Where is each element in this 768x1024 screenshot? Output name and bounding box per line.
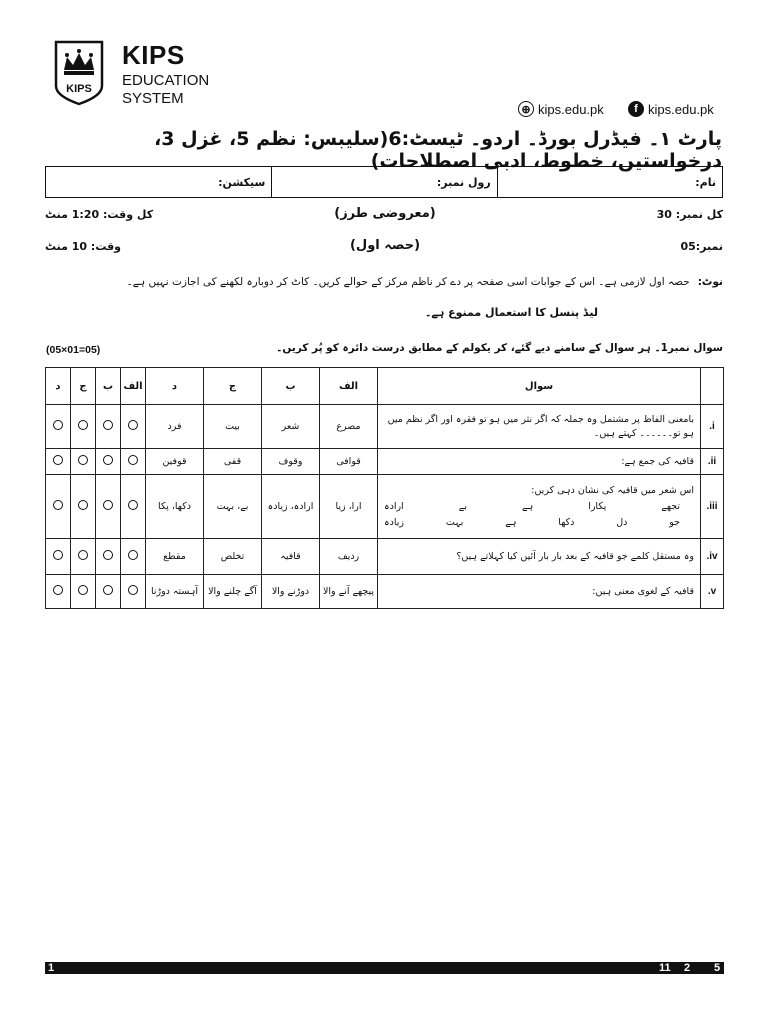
- verse-word: ہے: [522, 500, 534, 512]
- bubble-c[interactable]: [71, 449, 96, 475]
- option-d: فرد: [146, 405, 204, 449]
- pencil-note: لیڈ پنسل کا استعمال ممنوع ہے۔: [424, 306, 598, 319]
- note-label: نوٹ:: [697, 276, 723, 288]
- paper-type: (معروضی طرز): [334, 206, 436, 221]
- roll-number-field[interactable]: [271, 167, 496, 197]
- name-label: نام:: [695, 175, 716, 189]
- option-b: ارادہ، زیادہ: [262, 475, 320, 539]
- col-option-b: ب: [262, 368, 320, 405]
- bubble-c[interactable]: [71, 539, 96, 575]
- question-text: بامعنی الفاظ پر مشتمل وہ جملہ کہ اگر نثر میں ہو تو فقرہ اور اگر نظم میں ہو تو۔۔۔۔۔۔ کہتے ہیں۔: [378, 405, 701, 449]
- option-c: قفی: [204, 449, 262, 475]
- option-d: مقطع: [146, 539, 204, 575]
- verse-word: دکھا: [558, 516, 575, 528]
- bubble-a[interactable]: [121, 539, 146, 575]
- bubble-a[interactable]: [121, 405, 146, 449]
- col-bubble-b: ب: [96, 368, 121, 405]
- verse-word: تجھے: [661, 500, 680, 512]
- part-heading: (حصہ اول): [349, 238, 421, 253]
- option-c: تخلص: [204, 539, 262, 575]
- footer-code-3: 5: [714, 962, 721, 974]
- bubble-b[interactable]: [96, 475, 121, 539]
- question-instruction: سوال نمبر1۔ ہر سوال کے سامنے دیے گئے، کر یکولم کے مطابق درست دائرہ کو پُر کریں۔: [276, 342, 723, 354]
- col-option-c: ج: [204, 368, 262, 405]
- option-b: قافیہ: [262, 539, 320, 575]
- globe-icon: ⊕: [518, 101, 534, 117]
- option-a: مصرع: [320, 405, 378, 449]
- option-a: ارا، زیا: [320, 475, 378, 539]
- option-b: دوڑنے والا: [262, 575, 320, 609]
- table-row: [46, 405, 724, 449]
- col-number: [701, 368, 724, 405]
- bubble-d[interactable]: [46, 575, 71, 609]
- col-bubble-a: الف: [121, 368, 146, 405]
- question-text: اس شعر میں قافیہ کی نشان دہی کریں:: [531, 484, 694, 496]
- question-marks: (05×01=05): [46, 344, 101, 356]
- verse-word: پکارا: [588, 500, 607, 512]
- bubble-b[interactable]: [96, 575, 121, 609]
- bubble-b[interactable]: [96, 405, 121, 449]
- bubble-a[interactable]: [121, 449, 146, 475]
- table-row: [46, 449, 724, 475]
- name-field[interactable]: [497, 167, 722, 197]
- col-bubble-c: ج: [71, 368, 96, 405]
- note: [43, 276, 723, 288]
- section-field[interactable]: [46, 167, 271, 197]
- part-marks: نمبر:05: [680, 240, 723, 253]
- verse-word: بے: [458, 500, 467, 512]
- verse-word: جو: [669, 516, 680, 528]
- option-c: آگے چلنے والا: [204, 575, 262, 609]
- mcq-table: [45, 367, 724, 609]
- option-b: شعر: [262, 405, 320, 449]
- bubble-a[interactable]: [121, 475, 146, 539]
- bubble-b[interactable]: [96, 449, 121, 475]
- verse-line-2: [384, 514, 694, 530]
- bubble-d[interactable]: [46, 449, 71, 475]
- question-text: قافیہ کی جمع ہے:: [378, 449, 701, 475]
- option-c: بے، بہت: [204, 475, 262, 539]
- option-d: قوفین: [146, 449, 204, 475]
- col-option-a: الف: [320, 368, 378, 405]
- question-text: وہ مستقل کلمے جو قافیہ کے بعد بار بار آئیں کیا کہلاتے ہیں؟: [378, 539, 701, 575]
- footer-code-1: 11: [659, 962, 671, 974]
- roll-number-label: رول نمبر:: [436, 175, 491, 189]
- part-time: وقت: 10 منٹ: [45, 240, 122, 253]
- brand-name: KIPS: [122, 40, 185, 70]
- footer-code-2: 2: [684, 962, 691, 974]
- section-label: سیکشن:: [218, 175, 266, 189]
- option-c: بیت: [204, 405, 262, 449]
- verse-line-1: [384, 498, 694, 514]
- total-marks: کل نمبر: 30: [656, 208, 723, 221]
- question-text-block: [378, 475, 701, 539]
- col-question: سوال: [378, 368, 701, 405]
- brand-line-system: SYSTEM: [122, 90, 184, 107]
- bubble-c[interactable]: [71, 405, 96, 449]
- kips-crown-badge-icon: [52, 40, 106, 106]
- question-number: iv.: [701, 539, 724, 575]
- table-row: [46, 539, 724, 575]
- badge-text: KIPS: [66, 83, 92, 95]
- page-title: پارٹ ۱۔ فیڈرل بورڈ۔ اردو۔ ٹیسٹ:6(سلیبس: نظم 5، غزل 3، درخواستیں، خطوط، ادبی اصطلاحات): [154, 128, 722, 172]
- bubble-d[interactable]: [46, 475, 71, 539]
- col-option-d: د: [146, 368, 204, 405]
- verse-word: ارادہ: [384, 500, 404, 512]
- bubble-d[interactable]: [46, 539, 71, 575]
- verse-word: زیادہ: [384, 516, 404, 528]
- table-row: [46, 475, 724, 539]
- website-text: kips.edu.pk: [538, 101, 604, 117]
- question-number: ii.: [701, 449, 724, 475]
- verse-word: دل: [616, 516, 628, 528]
- verse-word: بہت: [445, 516, 464, 528]
- table-header-row: [46, 368, 724, 405]
- option-a: ردیف: [320, 539, 378, 575]
- question-number: iii.: [701, 475, 724, 539]
- question-text: قافیہ کے لغوی معنی ہیں:: [378, 575, 701, 609]
- option-a: پیچھے آنے والا: [320, 575, 378, 609]
- option-d: دکھا، پکا: [146, 475, 204, 539]
- option-b: وقوف: [262, 449, 320, 475]
- bubble-a[interactable]: [121, 575, 146, 609]
- option-a: قوافی: [320, 449, 378, 475]
- total-time: کل وقت: 1:20 منٹ: [45, 208, 154, 221]
- question-number: v.: [701, 575, 724, 609]
- note-text: حصہ اول لازمی ہے۔ اس کے جوابات اسی صفحہ پر دے کر ناظم مرکز کے حوالے کریں۔ کاٹ کر دوبارہ لکھنے کی اجازت نہیں ہے۔: [126, 276, 690, 288]
- question-number: i.: [701, 405, 724, 449]
- footer-page-number: 1: [48, 962, 55, 974]
- bubble-b[interactable]: [96, 539, 121, 575]
- student-info-table: [45, 166, 723, 198]
- facebook-link[interactable]: [628, 101, 714, 117]
- facebook-text: kips.edu.pk: [648, 101, 714, 117]
- bubble-c[interactable]: [71, 475, 96, 539]
- website-link[interactable]: [518, 101, 604, 117]
- facebook-icon: f: [628, 101, 644, 117]
- option-d: آہستہ دوڑنا: [146, 575, 204, 609]
- bubble-c[interactable]: [71, 575, 96, 609]
- bubble-d[interactable]: [46, 405, 71, 449]
- footer-bar: [45, 962, 724, 974]
- verse-word: ہے: [505, 516, 517, 528]
- col-bubble-d: د: [46, 368, 71, 405]
- table-row: [46, 575, 724, 609]
- brand-line-education: EDUCATION: [122, 72, 210, 89]
